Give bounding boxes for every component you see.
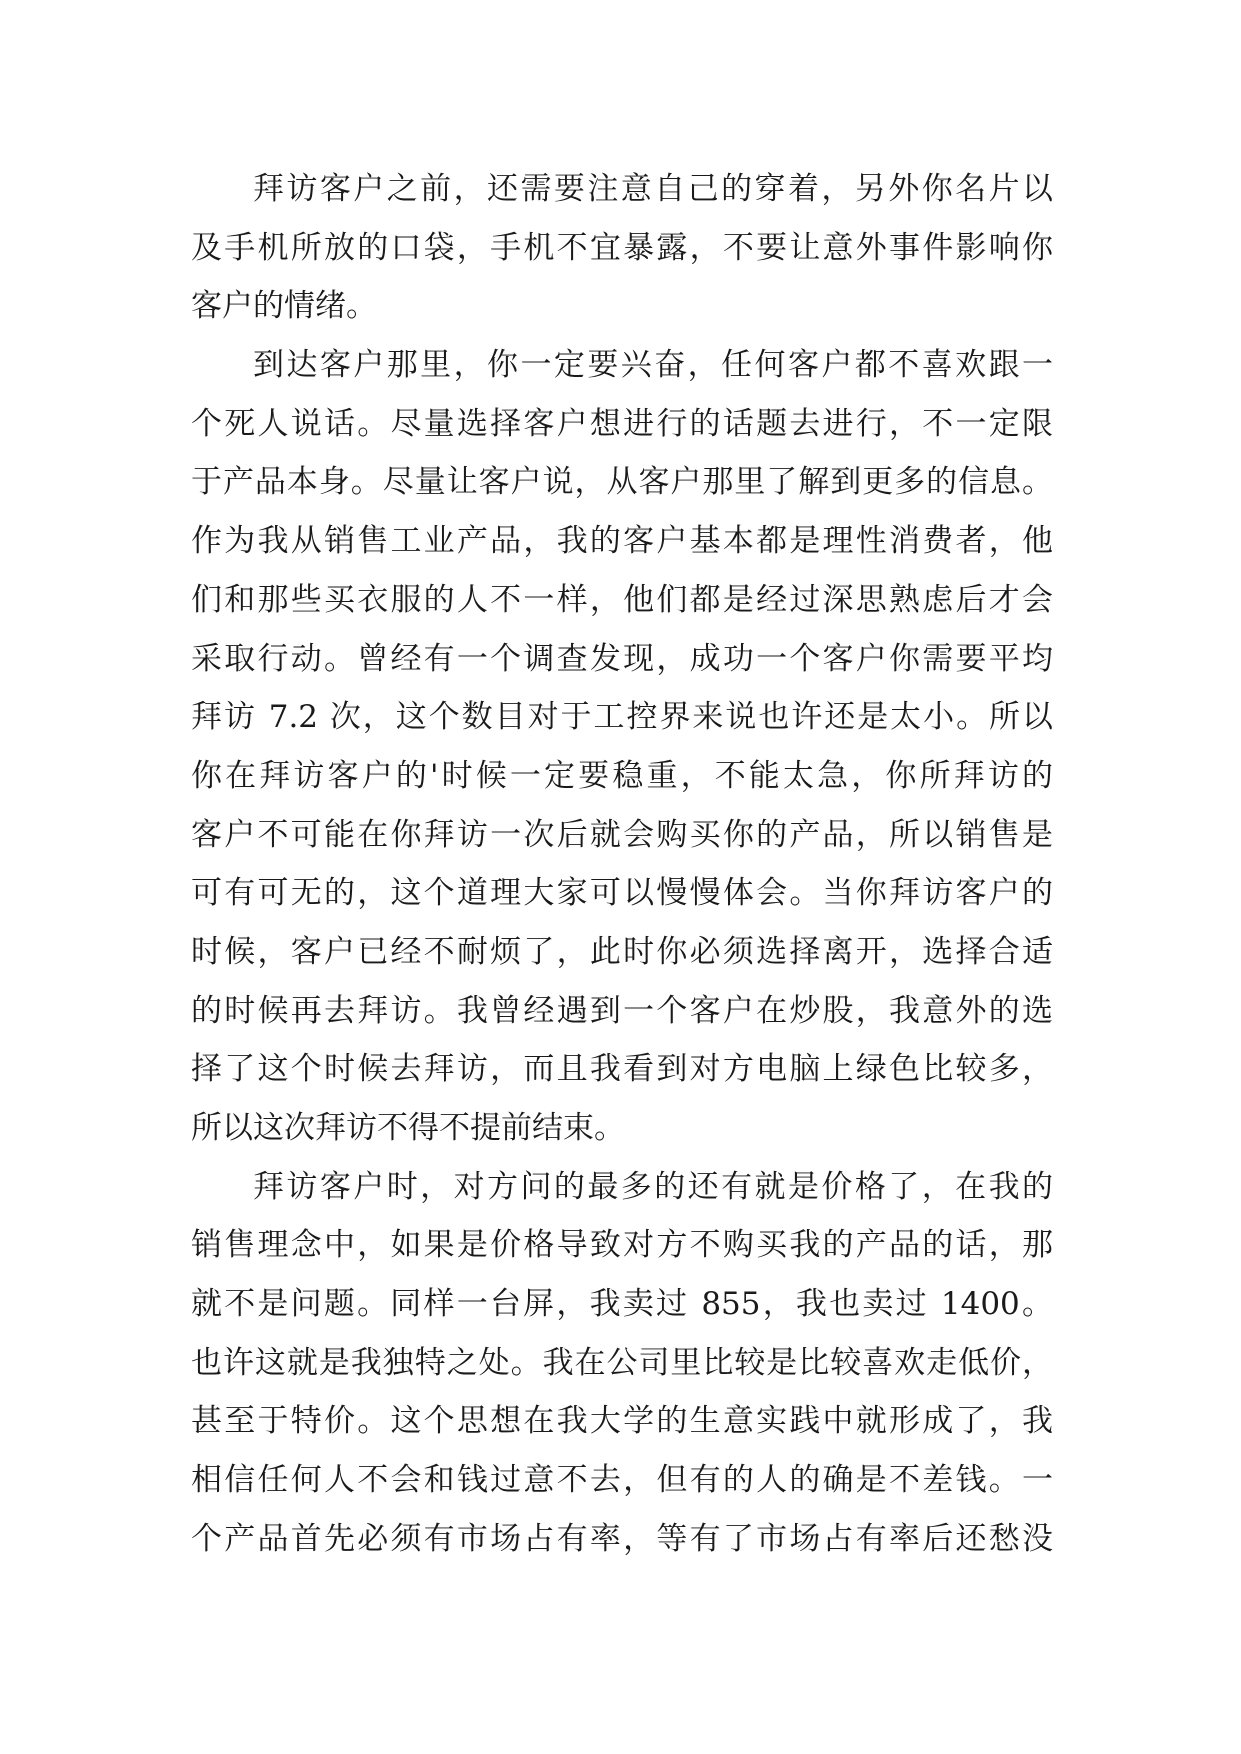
text-line: 所以这次拜访不得不提前结束。: [191, 1110, 625, 1146]
text-line: 择了这个时候去拜访，而且我看到对方电脑上绿色比较多，: [191, 1051, 1053, 1088]
text-line: 作为我从销售工业产品，我的客户基本都是理性消费者，他: [191, 523, 1053, 560]
text-line: 就不是问题。同样一台屏，我卖过 855，我也卖过 1400。: [191, 1286, 1053, 1323]
text-line: 拜访客户之前，还需要注意自己的穿着，另外你名片以: [253, 171, 1053, 207]
text-line: 可有可无的，这个道理大家可以慢慢体会。当你拜访客户的: [191, 875, 1053, 912]
text-line: 采取行动。曾经有一个调查发现，成功一个客户你需要平均: [191, 640, 1053, 677]
text-line: 于产品本身。尽量让客户说，从客户那里了解到更多的信息。: [191, 464, 1053, 501]
text-line: 拜访 7.2 次，这个数目对于工控界来说也许还是太小。所以: [191, 699, 1053, 736]
document-body: [191, 160, 1053, 1569]
paragraph-price: [191, 1158, 1053, 1569]
text-line: 客户的情绪。: [191, 288, 377, 325]
text-line: 相信任何人不会和钱过意不去，但有的人的确是不差钱。一: [191, 1462, 1053, 1499]
text-line: 甚至于特价。这个思想在我大学的生意实践中就形成了，我: [191, 1403, 1053, 1440]
text-line: 及手机所放的口袋，手机不宜暴露，不要让意外事件影响你: [191, 229, 1053, 266]
text-line: 们和那些买衣服的人不一样，他们都是经过深思熟虑后才会: [191, 581, 1053, 618]
paragraph-visit: [191, 336, 1053, 1158]
text-line: 你在拜访客户的'时候一定要稳重，不能太急，你所拜访的: [191, 757, 1053, 794]
paragraph-attire: [191, 160, 1053, 336]
text-line: 的时候再去拜访。我曾经遇到一个客户在炒股，我意外的选: [191, 992, 1053, 1029]
text-line: 拜访客户时，对方问的最多的还有就是价格了，在我的: [253, 1168, 1053, 1205]
text-line: 客户不可能在你拜访一次后就会购买你的产品，所以销售是: [191, 816, 1053, 853]
text-line: 销售理念中，如果是价格导致对方不购买我的产品的话，那: [191, 1227, 1053, 1264]
text-line: 也许这就是我独特之处。我在公司里比较是比较喜欢走低价，: [191, 1344, 1053, 1381]
text-line: 到达客户那里，你一定要兴奋，任何客户都不喜欢跟一: [253, 347, 1053, 384]
text-line: 时候，客户已经不耐烦了，此时你必须选择离开，选择合适: [191, 933, 1053, 970]
text-line: 个产品首先必须有市场占有率，等有了市场占有率后还愁没: [191, 1520, 1053, 1557]
text-line: 个死人说话。尽量选择客户想进行的话题去进行，不一定限: [191, 405, 1053, 442]
